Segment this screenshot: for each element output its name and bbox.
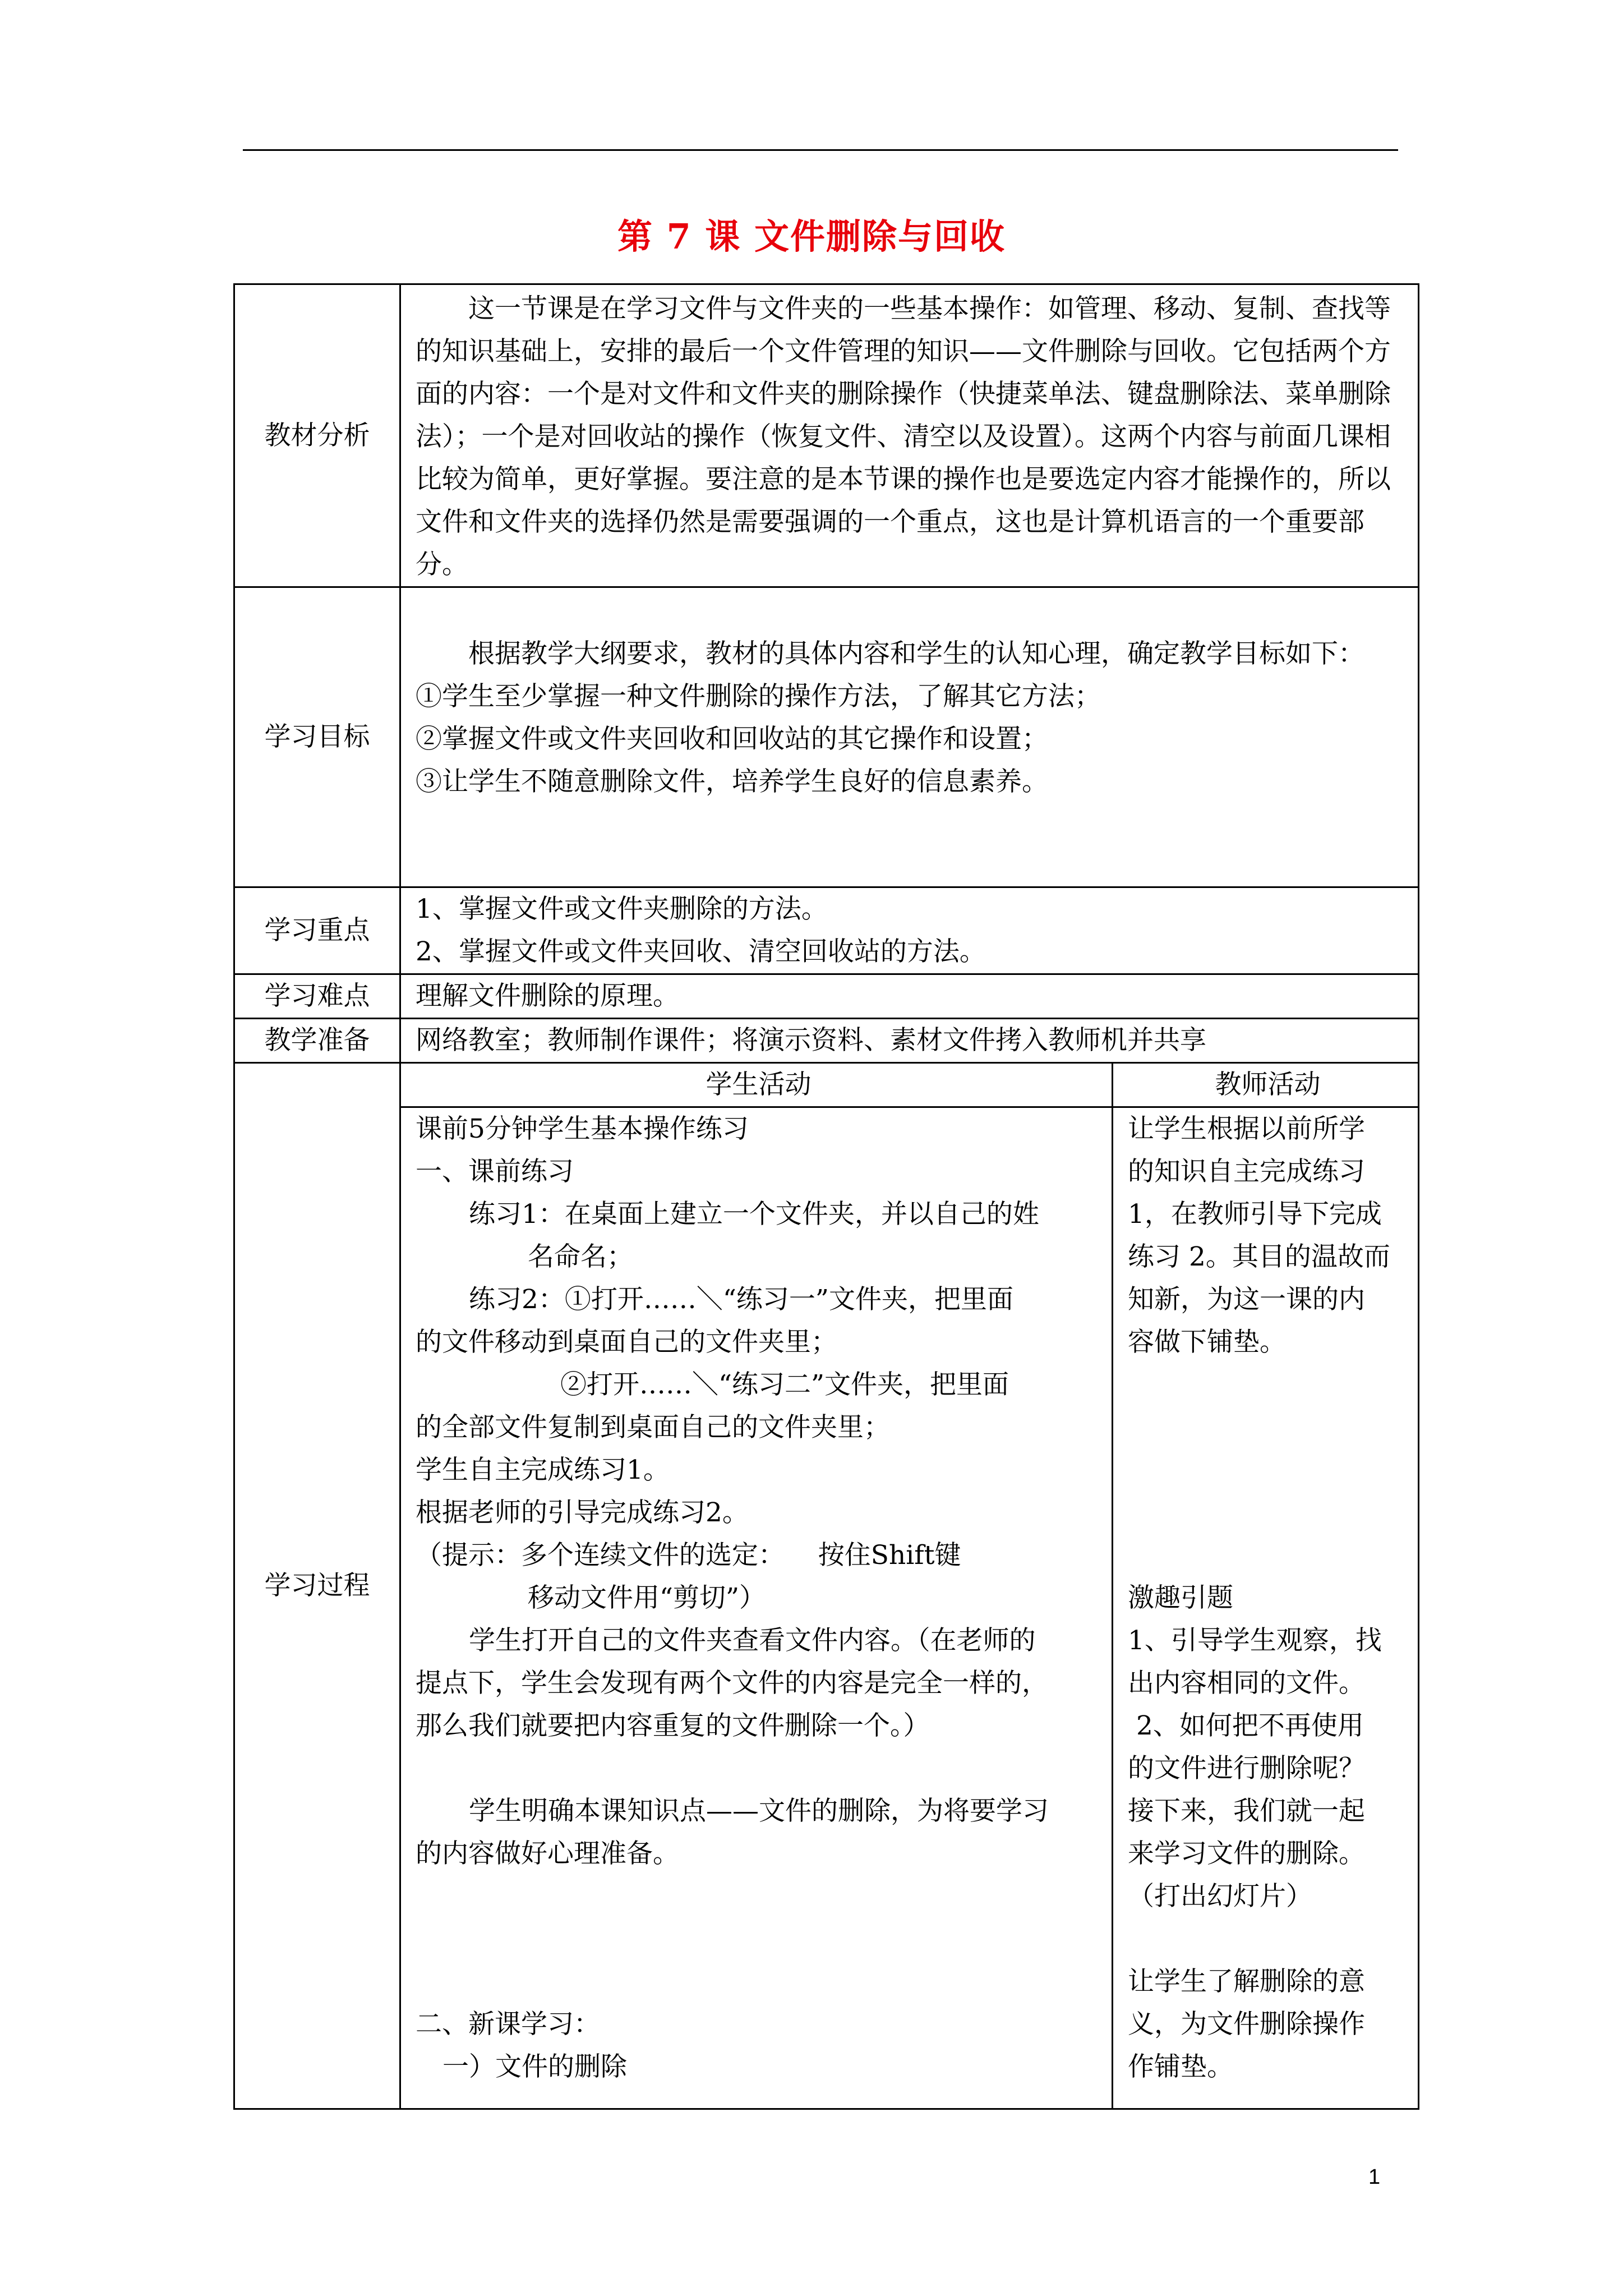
student-line: 练习2：①打开……＼“练习一”文件夹，把里面 — [469, 1284, 1013, 1315]
row-preparation — [234, 1019, 1419, 1063]
teacher-line: 容做下铺垫。 — [1128, 1327, 1286, 1358]
row-label-goals: 学习目标 — [234, 587, 400, 887]
student-line: 移动文件用“剪切”） — [528, 1582, 766, 1613]
student-line: 练习1：在桌面上建立一个文件夹，并以自己的姓 — [469, 1199, 1039, 1230]
teacher-line: 的文件进行删除呢？ — [1128, 1753, 1365, 1784]
goal-item: ③让学生不随意删除文件，培养学生良好的信息素养。 — [416, 766, 1048, 797]
teacher-line — [1128, 1534, 1408, 1577]
student-line: 学生明确本课知识点——文件的删除，为将要学习 — [469, 1796, 1049, 1826]
student-line: 根据老师的引导完成练习2。 — [416, 1497, 749, 1528]
teacher-line — [1128, 1364, 1408, 1406]
student-line: 的文件移动到桌面自己的文件夹里； — [416, 1327, 837, 1358]
row-label-key-points: 学习重点 — [234, 887, 400, 974]
teacher-line: 激趣引题 — [1128, 1582, 1233, 1613]
goal-item: ②掌握文件或文件夹回收和回收站的其它操作和设置； — [416, 724, 1048, 754]
teacher-line — [1128, 1918, 1408, 1961]
student-line — [416, 1747, 1101, 1790]
teacher-line: （打出幻灯片） — [1128, 1881, 1312, 1912]
goals-intro: 根据教学大纲要求，教材的具体内容和学生的认知心理，确定教学目标如下： — [468, 638, 1364, 669]
row-difficulty — [234, 974, 1419, 1019]
student-line: 的全部文件复制到桌面自己的文件夹里； — [416, 1412, 890, 1443]
teacher-line: 出内容相同的文件。 — [1128, 1668, 1365, 1699]
teacher-line: 的知识自主完成练习 — [1128, 1156, 1365, 1187]
student-line: 学生打开自己的文件夹查看文件内容。（在老师的 — [469, 1625, 1036, 1656]
page-title: 第 7 课 文件删除与回收 — [617, 216, 1006, 257]
teacher-line — [1128, 1449, 1408, 1492]
key-point-item: 2、掌握文件或文件夹回收、清空回收站的方法。 — [416, 936, 986, 967]
teacher-line: 让学生根据以前所学 — [1128, 1114, 1365, 1144]
teacher-line: 1、引导学生观察，找 — [1128, 1625, 1382, 1656]
teacher-line: 1，在教师引导下完成 — [1128, 1199, 1382, 1230]
teacher-line: 让学生了解删除的意 — [1128, 1966, 1365, 1997]
teacher-line: 练习 2。其目的温故而 — [1128, 1241, 1390, 1272]
row-label-preparation: 教学准备 — [234, 1019, 400, 1063]
header-rule — [243, 149, 1398, 151]
row-process-body — [234, 1107, 1419, 2109]
lesson-plan-table — [233, 283, 1419, 2110]
student-line: 名命名； — [528, 1241, 633, 1272]
teacher-line: 作铺垫。 — [1128, 2051, 1233, 2082]
teacher-line — [1128, 1406, 1408, 1449]
student-line: （提示：多个连续文件的选定： 按住Shift键 — [416, 1540, 961, 1571]
student-line: 提点下，学生会发现有两个文件的内容是完全一样的， — [416, 1668, 1048, 1699]
row-label-process: 学习过程 — [234, 1063, 400, 2109]
student-line: ②打开……＼“练习二”文件夹，把里面 — [560, 1369, 1009, 1400]
student-line: 一）文件的删除 — [442, 2051, 627, 2082]
teacher-line — [1128, 1492, 1408, 1534]
teacher-line: 知新，为这一课的内 — [1128, 1284, 1365, 1315]
row-label-analysis: 教材分析 — [234, 284, 400, 587]
teacher-activity-header: 教师活动 — [1113, 1063, 1419, 1107]
teacher-activity-cell — [1113, 1107, 1419, 2109]
analysis-text: 这一节课是在学习文件与文件夹的一些基本操作：如管理、移动、复制、查找等的知识基础上，安排的最后一个文件管理的知识——文件删除与回收。它包括两个方面的内容：一个是对文件和文件夹的删除操作（快捷菜单法、键盘删除法、菜单删除法）；一个是对回收站的操作（恢复文件、清空以及设置）。这两个内容与前面几课相比较为简单，更好掌握。要注意的是本节课的操作也是要选定内容才能操作的，所以文件和文件夹的选择仍然是需要强调的一个重点，这也是计算机语言的一个重要部分。 — [416, 293, 1391, 580]
student-line — [416, 1961, 1101, 2003]
student-line: 二、新课学习： — [416, 2009, 600, 2040]
student-line: 一、课前练习 — [416, 1156, 574, 1187]
student-line — [416, 1875, 1101, 1918]
student-activity-header: 学生活动 — [400, 1063, 1113, 1107]
key-point-item: 1、掌握文件或文件夹删除的方法。 — [416, 894, 828, 924]
goal-item: ①学生至少掌握一种文件删除的操作方法，了解其它方法； — [416, 681, 1101, 712]
student-line: 学生自主完成练习1。 — [416, 1455, 670, 1485]
preparation-text: 网络教室；教师制作课件；将演示资料、素材文件拷入教师机并共享 — [416, 1025, 1206, 1056]
row-analysis — [234, 284, 1419, 587]
difficulty-text: 理解文件删除的原理。 — [416, 981, 679, 1011]
student-line: 那么我们就要把内容重复的文件删除一个。） — [416, 1710, 930, 1741]
teacher-line: 来学习文件的删除。 — [1128, 1838, 1365, 1869]
teacher-line: 接下来，我们就一起 — [1128, 1796, 1365, 1826]
row-process-header — [234, 1063, 1419, 1107]
student-line: 的内容做好心理准备。 — [416, 1838, 679, 1869]
row-goals — [234, 587, 1419, 887]
teacher-line: 义，为文件删除操作 — [1128, 2009, 1365, 2040]
teacher-line: 2、如何把不再使用 — [1128, 1710, 1364, 1741]
page-number: 1 — [1368, 2165, 1381, 2189]
student-line — [416, 1918, 1101, 1961]
student-activity-cell — [400, 1107, 1113, 2109]
row-key-points — [234, 887, 1419, 974]
row-label-difficulty: 学习难点 — [234, 974, 400, 1019]
student-line: 课前5分钟学生基本操作练习 — [416, 1114, 749, 1144]
